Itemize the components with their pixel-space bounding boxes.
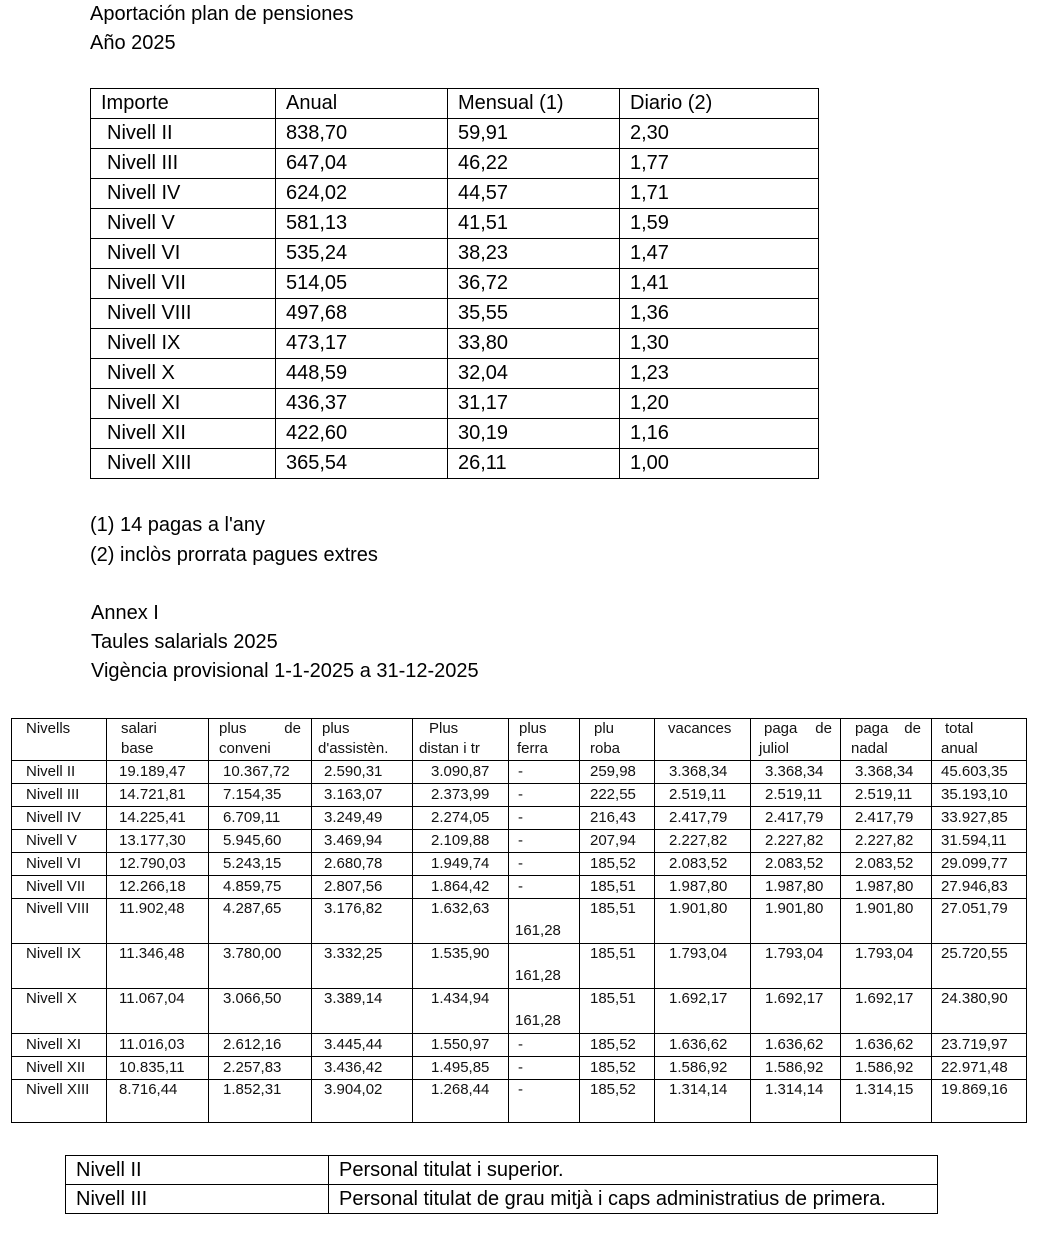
cell-plus-conveni: 3.066,50 <box>209 989 312 1034</box>
cell-plus-roba: 185,51 <box>580 944 655 989</box>
description-text: Personal titulat de grau mitjà i caps administratius de primera. <box>329 1185 938 1214</box>
cell-paga-nadal: 1.793,04 <box>841 944 932 989</box>
cell-salari-base: 11.902,48 <box>107 899 209 944</box>
header-total-anual: total anual <box>932 719 1027 761</box>
cell-diario: 1,23 <box>620 359 819 389</box>
header-vacances: vacances <box>655 719 751 761</box>
cell-level: Nivell VIII <box>12 899 107 944</box>
table-row <box>91 269 819 299</box>
cell-mensual: 30,19 <box>448 419 620 449</box>
cell-anual: 838,70 <box>276 119 448 149</box>
cell-level: Nivell II <box>91 119 276 149</box>
cell-anual: 647,04 <box>276 149 448 179</box>
cell-anual: 581,13 <box>276 209 448 239</box>
cell-vacances: 1.636,62 <box>655 1034 751 1057</box>
cell-total-anual: 31.594,11 <box>932 830 1027 853</box>
cell-anual: 473,17 <box>276 329 448 359</box>
cell-salari-base: 19.189,47 <box>107 761 209 784</box>
cell-anual: 422,60 <box>276 419 448 449</box>
cell-paga-nadal: 2.417,79 <box>841 807 932 830</box>
table-row <box>12 761 1027 784</box>
pension-table-header <box>91 89 819 119</box>
table-row <box>12 944 1027 989</box>
cell-mensual: 41,51 <box>448 209 620 239</box>
salary-table <box>11 718 1027 1123</box>
cell-level: Nivell IV <box>12 807 107 830</box>
cell-vacances: 2.083,52 <box>655 853 751 876</box>
header-plus-roba: plu roba <box>580 719 655 761</box>
cell-plus-assistencia: 2.680,78 <box>312 853 413 876</box>
cell-plus-conveni: 3.780,00 <box>209 944 312 989</box>
cell-anual: 514,05 <box>276 269 448 299</box>
cell-plus-ferra: - <box>509 1057 580 1080</box>
cell-paga-juliol: 1.793,04 <box>751 944 841 989</box>
cell-plus-assistencia: 3.163,07 <box>312 784 413 807</box>
cell-plus-roba: 185,51 <box>580 989 655 1034</box>
cell-plus-conveni: 4.859,75 <box>209 876 312 899</box>
cell-diario: 1,41 <box>620 269 819 299</box>
table-row <box>12 1080 1027 1123</box>
cell-salari-base: 12.790,03 <box>107 853 209 876</box>
pension-table <box>90 88 819 479</box>
table-row <box>91 449 819 479</box>
cell-level: Nivell V <box>12 830 107 853</box>
cell-mensual: 36,72 <box>448 269 620 299</box>
cell-mensual: 32,04 <box>448 359 620 389</box>
cell-plus-ferra: 161,28 <box>509 989 580 1034</box>
table-row <box>91 299 819 329</box>
cell-level: Nivell VI <box>12 853 107 876</box>
table-row <box>66 1185 938 1214</box>
cell-plus-ferra: - <box>509 830 580 853</box>
cell-mensual: 59,91 <box>448 119 620 149</box>
cell-plus-conveni: 10.367,72 <box>209 761 312 784</box>
cell-total-anual: 45.603,35 <box>932 761 1027 784</box>
header-diario: Diario (2) <box>620 89 819 119</box>
table-row <box>12 1034 1027 1057</box>
cell-paga-nadal: 1.987,80 <box>841 876 932 899</box>
cell-paga-juliol: 1.314,14 <box>751 1080 841 1123</box>
table-row <box>12 1057 1027 1080</box>
cell-plus-assistencia: 3.445,44 <box>312 1034 413 1057</box>
cell-plus-ferra: - <box>509 784 580 807</box>
cell-level: Nivell VII <box>12 876 107 899</box>
cell-paga-nadal: 2.083,52 <box>841 853 932 876</box>
table-row <box>66 1156 938 1185</box>
table-row <box>91 239 819 269</box>
cell-plus-roba: 185,52 <box>580 853 655 876</box>
cell-total-anual: 33.927,85 <box>932 807 1027 830</box>
cell-paga-juliol: 2.227,82 <box>751 830 841 853</box>
cell-plus-assistencia: 3.176,82 <box>312 899 413 944</box>
cell-total-anual: 24.380,90 <box>932 989 1027 1034</box>
footnote-2: (2) inclòs prorrata pagues extres <box>90 544 378 566</box>
cell-anual: 535,24 <box>276 239 448 269</box>
cell-salari-base: 10.835,11 <box>107 1057 209 1080</box>
cell-paga-nadal: 2.519,11 <box>841 784 932 807</box>
header-anual: Anual <box>276 89 448 119</box>
cell-total-anual: 27.051,79 <box>932 899 1027 944</box>
table-row <box>91 179 819 209</box>
cell-vacances: 1.586,92 <box>655 1057 751 1080</box>
cell-plus-distancia: 1.632,63 <box>413 899 509 944</box>
cell-plus-distancia: 1.864,42 <box>413 876 509 899</box>
cell-total-anual: 22.971,48 <box>932 1057 1027 1080</box>
cell-plus-roba: 216,43 <box>580 807 655 830</box>
cell-plus-ferra: - <box>509 853 580 876</box>
cell-plus-roba: 259,98 <box>580 761 655 784</box>
cell-plus-conveni: 7.154,35 <box>209 784 312 807</box>
cell-plus-ferra: - <box>509 1080 580 1123</box>
cell-plus-ferra: - <box>509 761 580 784</box>
table-row <box>12 989 1027 1034</box>
cell-vacances: 1.987,80 <box>655 876 751 899</box>
pension-year: Año 2025 <box>90 32 176 54</box>
cell-anual: 448,59 <box>276 359 448 389</box>
cell-paga-juliol: 2.519,11 <box>751 784 841 807</box>
cell-vacances: 2.227,82 <box>655 830 751 853</box>
header-mensual: Mensual (1) <box>448 89 620 119</box>
level-description-table <box>65 1155 938 1214</box>
cell-plus-ferra: - <box>509 807 580 830</box>
table-row <box>12 784 1027 807</box>
cell-level: Nivell VII <box>91 269 276 299</box>
cell-mensual: 38,23 <box>448 239 620 269</box>
annex-title: Annex I <box>91 602 159 624</box>
cell-level: Nivell III <box>12 784 107 807</box>
cell-plus-roba: 185,51 <box>580 876 655 899</box>
cell-plus-roba: 207,94 <box>580 830 655 853</box>
cell-paga-juliol: 1.636,62 <box>751 1034 841 1057</box>
cell-plus-distancia: 2.274,05 <box>413 807 509 830</box>
cell-level: Nivell XI <box>12 1034 107 1057</box>
table-row <box>91 389 819 419</box>
cell-plus-assistencia: 3.389,14 <box>312 989 413 1034</box>
cell-level: Nivell IX <box>91 329 276 359</box>
cell-paga-juliol: 1.901,80 <box>751 899 841 944</box>
cell-paga-juliol: 1.692,17 <box>751 989 841 1034</box>
footnote-1: (1) 14 pagas a l'any <box>90 514 266 536</box>
cell-total-anual: 19.869,16 <box>932 1080 1027 1123</box>
cell-level: Nivell VIII <box>91 299 276 329</box>
cell-plus-conveni: 4.287,65 <box>209 899 312 944</box>
cell-salari-base: 14.721,81 <box>107 784 209 807</box>
cell-mensual: 33,80 <box>448 329 620 359</box>
cell-plus-assistencia: 3.332,25 <box>312 944 413 989</box>
table-row <box>91 149 819 179</box>
cell-salari-base: 11.067,04 <box>107 989 209 1034</box>
cell-level: Nivell III <box>91 149 276 179</box>
header-paga-nadal: paga de nadal <box>841 719 932 761</box>
cell-plus-ferra: 161,28 <box>509 899 580 944</box>
cell-salari-base: 13.177,30 <box>107 830 209 853</box>
cell-level: Nivell XIII <box>12 1080 107 1123</box>
cell-vacances: 2.519,11 <box>655 784 751 807</box>
cell-salari-base: 12.266,18 <box>107 876 209 899</box>
cell-anual: 365,54 <box>276 449 448 479</box>
header-importe: Importe <box>91 89 276 119</box>
cell-diario: 1,71 <box>620 179 819 209</box>
cell-level: Nivell X <box>12 989 107 1034</box>
cell-diario: 1,30 <box>620 329 819 359</box>
cell-paga-nadal: 1.586,92 <box>841 1057 932 1080</box>
cell-mensual: 35,55 <box>448 299 620 329</box>
cell-mensual: 26,11 <box>448 449 620 479</box>
cell-total-anual: 23.719,97 <box>932 1034 1027 1057</box>
header-salari-base: salari base <box>107 719 209 761</box>
cell-level: Nivell IX <box>12 944 107 989</box>
cell-plus-roba: 185,52 <box>580 1080 655 1123</box>
cell-diario: 1,47 <box>620 239 819 269</box>
pension-title: Aportación plan de pensiones <box>90 3 354 25</box>
cell-plus-roba: 185,52 <box>580 1034 655 1057</box>
cell-plus-assistencia: 2.590,31 <box>312 761 413 784</box>
cell-total-anual: 27.946,83 <box>932 876 1027 899</box>
cell-level: Nivell XI <box>91 389 276 419</box>
cell-plus-assistencia: 3.904,02 <box>312 1080 413 1123</box>
cell-diario: 1,36 <box>620 299 819 329</box>
cell-plus-conveni: 2.612,16 <box>209 1034 312 1057</box>
cell-plus-roba: 185,51 <box>580 899 655 944</box>
cell-paga-nadal: 1.636,62 <box>841 1034 932 1057</box>
cell-anual: 436,37 <box>276 389 448 419</box>
table-row <box>12 830 1027 853</box>
cell-plus-ferra: 161,28 <box>509 944 580 989</box>
cell-paga-juliol: 2.083,52 <box>751 853 841 876</box>
header-nivells: Nivells <box>12 719 107 761</box>
cell-paga-nadal: 3.368,34 <box>841 761 932 784</box>
cell-salari-base: 8.716,44 <box>107 1080 209 1123</box>
cell-total-anual: 35.193,10 <box>932 784 1027 807</box>
cell-diario: 1,20 <box>620 389 819 419</box>
cell-plus-ferra: - <box>509 1034 580 1057</box>
cell-diario: 1,16 <box>620 419 819 449</box>
cell-level: Nivell IV <box>91 179 276 209</box>
cell-plus-assistencia: 3.249,49 <box>312 807 413 830</box>
cell-vacances: 2.417,79 <box>655 807 751 830</box>
cell-plus-distancia: 1.268,44 <box>413 1080 509 1123</box>
cell-plus-roba: 222,55 <box>580 784 655 807</box>
cell-paga-juliol: 1.987,80 <box>751 876 841 899</box>
cell-diario: 1,00 <box>620 449 819 479</box>
cell-diario: 2,30 <box>620 119 819 149</box>
cell-anual: 624,02 <box>276 179 448 209</box>
cell-anual: 497,68 <box>276 299 448 329</box>
cell-salari-base: 14.225,41 <box>107 807 209 830</box>
cell-plus-conveni: 6.709,11 <box>209 807 312 830</box>
header-plus-assistencia: plus d'assistèn. <box>312 719 413 761</box>
cell-level: Nivell XII <box>12 1057 107 1080</box>
cell-plus-assistencia: 2.807,56 <box>312 876 413 899</box>
cell-salari-base: 11.016,03 <box>107 1034 209 1057</box>
header-paga-juliol: paga de juliol <box>751 719 841 761</box>
cell-plus-distancia: 1.949,74 <box>413 853 509 876</box>
table-row <box>12 899 1027 944</box>
cell-plus-distancia: 1.434,94 <box>413 989 509 1034</box>
cell-plus-conveni: 5.243,15 <box>209 853 312 876</box>
cell-plus-distancia: 1.550,97 <box>413 1034 509 1057</box>
cell-diario: 1,77 <box>620 149 819 179</box>
cell-salari-base: 11.346,48 <box>107 944 209 989</box>
cell-paga-nadal: 1.314,15 <box>841 1080 932 1123</box>
cell-paga-nadal: 1.692,17 <box>841 989 932 1034</box>
cell-vacances: 1.901,80 <box>655 899 751 944</box>
cell-paga-nadal: 2.227,82 <box>841 830 932 853</box>
cell-plus-conveni: 5.945,60 <box>209 830 312 853</box>
header-plus-ferra: plus ferra <box>509 719 580 761</box>
cell-level: Nivell V <box>91 209 276 239</box>
table-row <box>12 853 1027 876</box>
salary-table-header <box>12 719 1027 761</box>
cell-plus-assistencia: 3.436,42 <box>312 1057 413 1080</box>
table-row <box>91 119 819 149</box>
cell-paga-juliol: 2.417,79 <box>751 807 841 830</box>
cell-plus-distancia: 1.535,90 <box>413 944 509 989</box>
cell-paga-juliol: 3.368,34 <box>751 761 841 784</box>
annex-subtitle: Taules salarials 2025 <box>91 631 278 653</box>
cell-paga-nadal: 1.901,80 <box>841 899 932 944</box>
table-row <box>91 359 819 389</box>
cell-plus-distancia: 2.373,99 <box>413 784 509 807</box>
table-row <box>12 876 1027 899</box>
header-plus-conveni: plus de conveni <box>209 719 312 761</box>
table-row <box>12 807 1027 830</box>
header-plus-distancia: Plus distan i tr <box>413 719 509 761</box>
table-row <box>91 419 819 449</box>
cell-diario: 1,59 <box>620 209 819 239</box>
cell-level: Nivell XIII <box>91 449 276 479</box>
cell-vacances: 1.314,14 <box>655 1080 751 1123</box>
cell-level: Nivell II <box>12 761 107 784</box>
cell-plus-conveni: 1.852,31 <box>209 1080 312 1123</box>
cell-plus-ferra: - <box>509 876 580 899</box>
description-level: Nivell III <box>66 1185 329 1214</box>
description-level: Nivell II <box>66 1156 329 1185</box>
description-text: Personal titulat i superior. <box>329 1156 938 1185</box>
cell-total-anual: 29.099,77 <box>932 853 1027 876</box>
cell-mensual: 44,57 <box>448 179 620 209</box>
cell-vacances: 1.692,17 <box>655 989 751 1034</box>
cell-level: Nivell X <box>91 359 276 389</box>
cell-plus-distancia: 3.090,87 <box>413 761 509 784</box>
cell-level: Nivell XII <box>91 419 276 449</box>
cell-level: Nivell VI <box>91 239 276 269</box>
annex-validity: Vigència provisional 1-1-2025 a 31-12-2025 <box>91 660 479 682</box>
cell-total-anual: 25.720,55 <box>932 944 1027 989</box>
cell-plus-assistencia: 3.469,94 <box>312 830 413 853</box>
cell-plus-conveni: 2.257,83 <box>209 1057 312 1080</box>
cell-plus-roba: 185,52 <box>580 1057 655 1080</box>
cell-mensual: 46,22 <box>448 149 620 179</box>
table-row <box>91 209 819 239</box>
cell-vacances: 3.368,34 <box>655 761 751 784</box>
table-row <box>91 329 819 359</box>
cell-plus-distancia: 1.495,85 <box>413 1057 509 1080</box>
cell-plus-distancia: 2.109,88 <box>413 830 509 853</box>
cell-mensual: 31,17 <box>448 389 620 419</box>
cell-vacances: 1.793,04 <box>655 944 751 989</box>
cell-paga-juliol: 1.586,92 <box>751 1057 841 1080</box>
